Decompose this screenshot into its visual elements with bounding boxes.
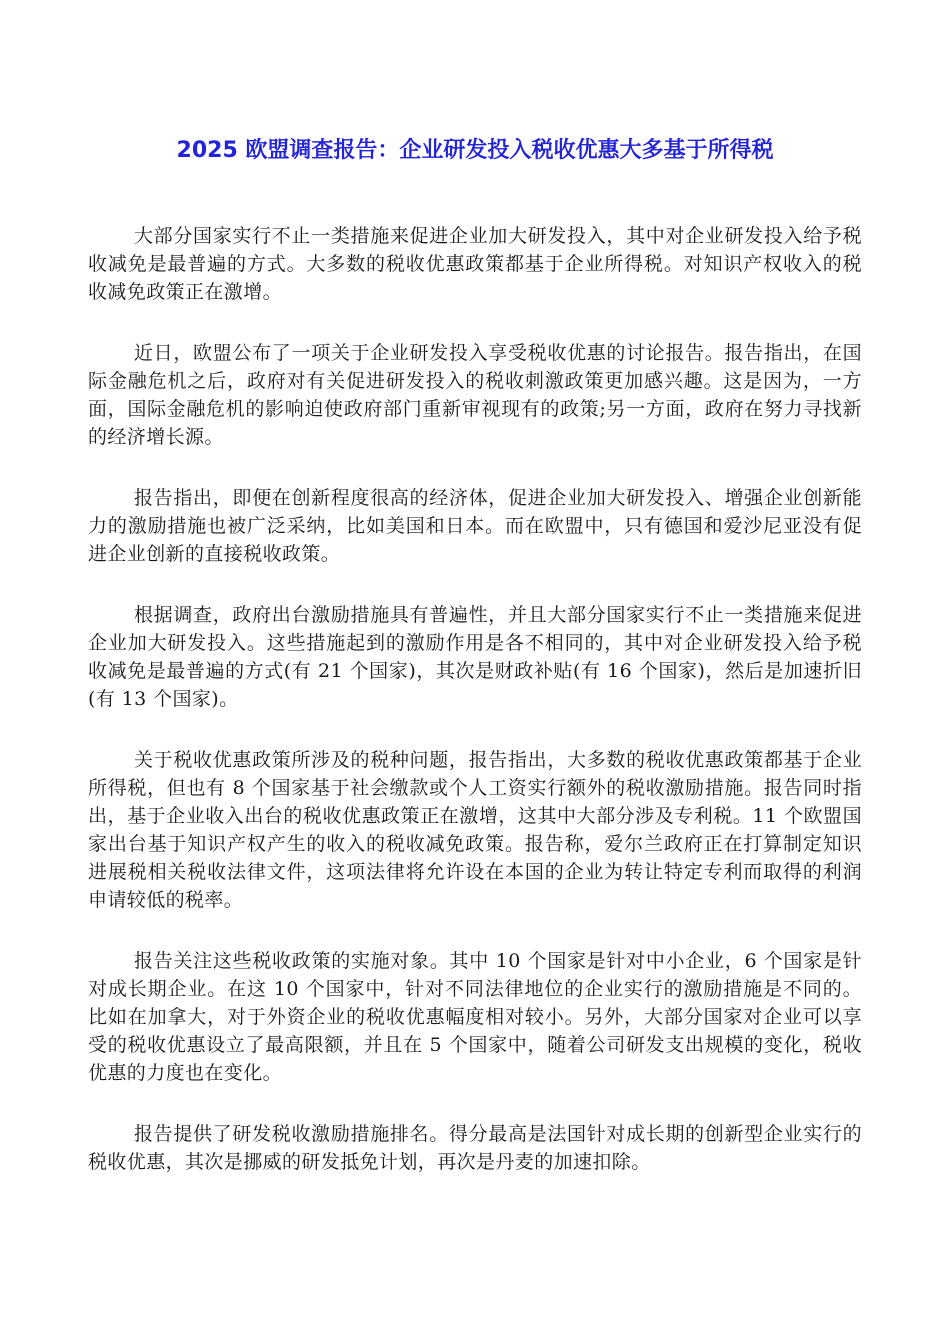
paragraph-3: 报告指出，即便在创新程度很高的经济体，促进企业加大研发投入、增强企业创新能力的激励措施也被广泛采纳，比如美国和日本。而在欧盟中，只有德国和爱沙尼亚没有促进企业创新的直接税收政策。: [88, 487, 862, 565]
paragraph-7: 报告提供了研发税收激励措施排名。得分最高是法国针对成长期的创新型企业实行的税收优惠，其次是挪威的研发抵免计划，再次是丹麦的加速扣除。: [88, 1123, 862, 1173]
document-body: [88, 222, 862, 1209]
paragraph-6: 报告关注这些税收政策的实施对象。其中 10 个国家是针对中小企业，6 个国家是针对成长期企业。在这 10 个国家中，针对不同法律地位的企业实行的激励措施是不同的。比如在加拿大，对于外资企业的税收优惠幅度相对较小。另外，大部分国家对企业可以享受的税收优惠设立了最高限额，并且在 5 个国家中，随着公司研发支出规模的变化，税收优惠的力度也在变化。: [88, 950, 862, 1084]
paragraph-5: 关于税收优惠政策所涉及的税种问题，报告指出，大多数的税收优惠政策都基于企业所得税，但也有 8 个国家基于社会缴款或个人工资实行额外的税收激励措施。报告同时指出，基于企业收入出台的税收优惠政策正在激增，这其中大部分涉及专利税。11 个欧盟国家出台基于知识产权产生的收入的税收减免政策。报告称，爱尔兰政府正在打算制定知识进展税相关税收法律文件，这项法律将允许设在本国的企业为转让特定专利而取得的利润申请较低的税率。: [88, 749, 862, 911]
paragraph-1: 大部分国家实行不止一类措施来促进企业加大研发投入，其中对企业研发投入给予税收减免是最普遍的方式。大多数的税收优惠政策都基于企业所得税。对知识产权收入的税收减免政策正在激增。: [88, 225, 862, 303]
paragraph-4: 根据调查，政府出台激励措施具有普遍性，并且大部分国家实行不止一类措施来促进企业加大研发投入。这些措施起到的激励作用是各不相同的，其中对企业研发投入给予税收减免是最普遍的方式(有 21 个国家)，其次是财政补贴(有 16 个国家)，然后是加速折旧(有 13 个国家)。: [88, 604, 862, 710]
paragraph-2: 近日，欧盟公布了一项关于企业研发投入享受税收优惠的讨论报告。报告指出，在国际金融危机之后，政府对有关促进研发投入的税收刺激政策更加感兴趣。这是因为，一方面，国际金融危机的影响迫使政府部门重新审视现有的政策;另一方面，政府在努力寻找新的经济增长源。: [88, 342, 862, 448]
document-title: 2025 欧盟调查报告：企业研发投入税收优惠大多基于所得税: [176, 138, 774, 163]
